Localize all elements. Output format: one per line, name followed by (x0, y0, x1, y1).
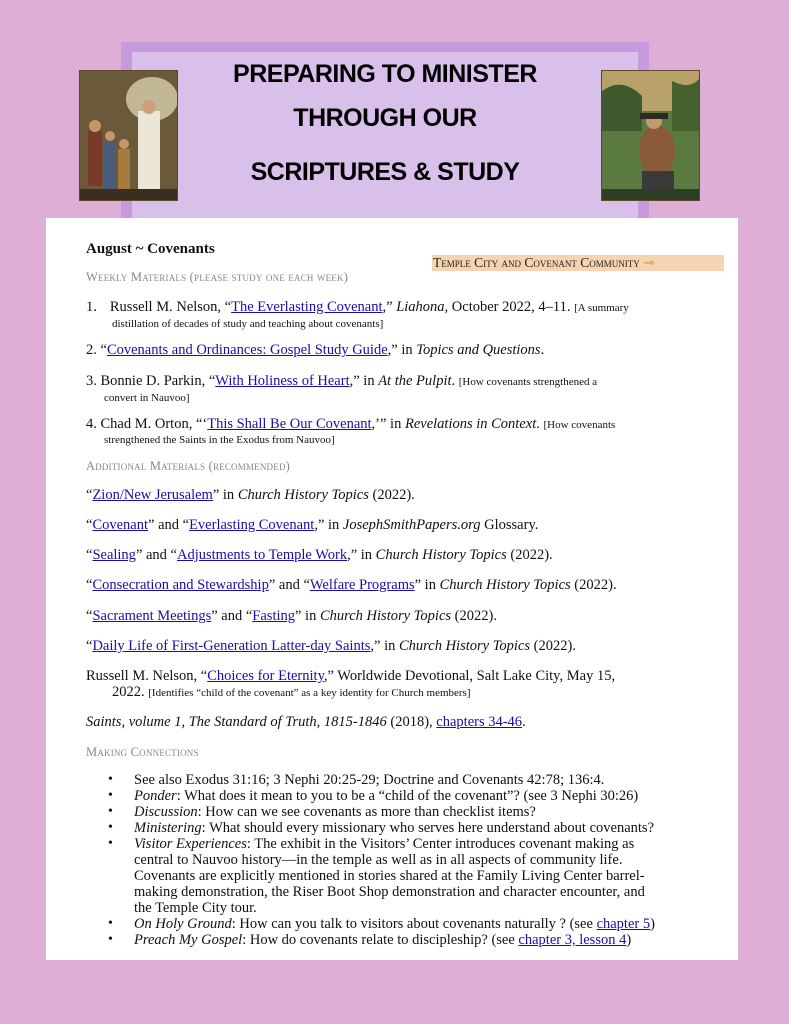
link-covenants-ordinances[interactable]: Covenants and Ordinances: Gospel Study Guide (106, 342, 388, 358)
weekly-item-1-note: distillation of decades of study and teaching about covenants] (112, 318, 384, 330)
title-line-2: THROUGH OUR (293, 104, 477, 132)
document-page (46, 218, 738, 960)
link-sealing[interactable]: Sealing (92, 547, 136, 563)
left-painting-image (79, 70, 178, 201)
link-chapter-5[interactable]: chapter 5 (596, 916, 651, 932)
title-line-3: SCRIPTURES & STUDY (250, 158, 520, 186)
link-consecration-stewardship[interactable]: Consecration and Stewardship (92, 577, 269, 593)
link-sacrament-meetings[interactable]: Sacrament Meetings (92, 608, 212, 624)
additional-item-4: “Consecration and Stewardship” and “Welfare Programs” in Church History Topics (2022). (86, 577, 617, 593)
link-chapter-3-lesson-4[interactable]: chapter 3, lesson 4 (518, 932, 627, 948)
list-item: • Ponder: What does it mean to you to be a “child of the covenant”? (see 3 Nephi 30:26) (106, 788, 726, 804)
link-covenant[interactable]: Covenant (92, 517, 149, 533)
weekly-item-4: 4. Chad M. Orton, “‘This Shall Be Our Covenant,’” in Revelations in Context. [How covenants (86, 416, 616, 432)
link-fasting[interactable]: Fasting (252, 608, 295, 624)
weekly-item-3: 3. Bonnie D. Parkin, “With Holiness of Heart,” in At the Pulpit. [How covenants strengthened a (86, 373, 598, 389)
link-chapters-34-46[interactable]: chapters 34-46 (436, 714, 523, 730)
link-choices-for-eternity[interactable]: Choices for Eternity (207, 668, 324, 684)
list-item: • Visitor Experiences: The exhibit in the Visitors’ Center introduces covenant making as central to Nauvoo history—in the temple as well as in all aspects of community life. Covenants are explicitly mentioned in stories shared at the Family Living Center barrel- making demonstration, the Riser Boot Shop demonstration and character encounter, and the Temple City tour. (106, 836, 726, 916)
weekly-item-2: 2. “Covenants and Ordinances: Gospel Study Guide,” in Topics and Questions. (86, 342, 545, 358)
link-everlasting-covenant[interactable]: The Everlasting Covenant (231, 299, 383, 315)
additional-item-7: Russell M. Nelson, “Choices for Eternity,” Worldwide Devotional, Salt Lake City, May 15, (86, 668, 616, 684)
making-connections-label: Making Connections (86, 745, 199, 759)
badge-text: Temple City and Covenant Community (433, 255, 640, 270)
temple-city-badge (432, 255, 724, 271)
right-painting-image (601, 70, 700, 201)
additional-item-7-line2: 2022. [Identifies “child of the covenant” as a key identity for Church members] (112, 684, 471, 700)
key-icon: ⊸ (643, 255, 655, 270)
additional-item-3: “Sealing” and “Adjustments to Temple Work,” in Church History Topics (2022). (86, 547, 553, 563)
section-heading: August ~ Covenants (86, 241, 215, 257)
link-welfare-programs[interactable]: Welfare Programs (309, 577, 415, 593)
list-item: • See also Exodus 31:16; 3 Nephi 20:25-29; Doctrine and Covenants 42:78; 136:4. (106, 772, 726, 788)
list-item: • On Holy Ground: How can you talk to visitors about covenants naturally ? (see chapter 5) (106, 916, 726, 932)
link-daily-life[interactable]: Daily Life of First-Generation Latter-day Saints (92, 638, 371, 654)
additional-materials-label: Additional Materials (recommended) (86, 459, 291, 473)
weekly-item-4-note: strengthened the Saints in the Exodus from Nauvoo] (104, 434, 335, 446)
title-line-1: PREPARING TO MINISTER (233, 60, 537, 88)
link-zion-new-jerusalem[interactable]: Zion/New Jerusalem (92, 487, 213, 503)
weekly-item-1: 1. Russell M. Nelson, “The Everlasting Covenant,” Liahona, October 2022, 4–11. [A summary (86, 299, 629, 315)
link-this-shall-be-our-covenant[interactable]: This Shall Be Our Covenant (207, 416, 372, 432)
connections-list (106, 772, 726, 948)
link-adjustments-temple-work[interactable]: Adjustments to Temple Work (177, 547, 348, 563)
additional-item-5: “Sacrament Meetings” and “Fasting” in Church History Topics (2022). (86, 608, 497, 624)
list-item: • Discussion: How can we see covenants as more than checklist items? (106, 804, 726, 820)
link-everlasting-covenant-glossary[interactable]: Everlasting Covenant (189, 517, 315, 533)
additional-item-6: “Daily Life of First-Generation Latter-day Saints,” in Church History Topics (2022). (86, 638, 576, 654)
list-item: • Preach My Gospel: How do covenants relate to discipleship? (see chapter 3, lesson 4) (106, 932, 726, 948)
link-holiness-of-heart[interactable]: With Holiness of Heart (215, 373, 350, 389)
list-item: • Ministering: What should every missionary who serves here understand about covenants? (106, 820, 726, 836)
additional-item-1: “Zion/New Jerusalem” in Church History Topics (2022). (86, 487, 415, 503)
additional-item-8: Saints, volume 1, The Standard of Truth, 1815-1846 (2018), chapters 34-46. (86, 714, 526, 730)
weekly-item-3-note: convert in Nauvoo] (104, 392, 190, 404)
weekly-materials-label: Weekly Materials (please study one each week) (86, 270, 349, 284)
additional-item-2: “Covenant” and “Everlasting Covenant,” in JosephSmithPapers.org Glossary. (86, 517, 539, 533)
